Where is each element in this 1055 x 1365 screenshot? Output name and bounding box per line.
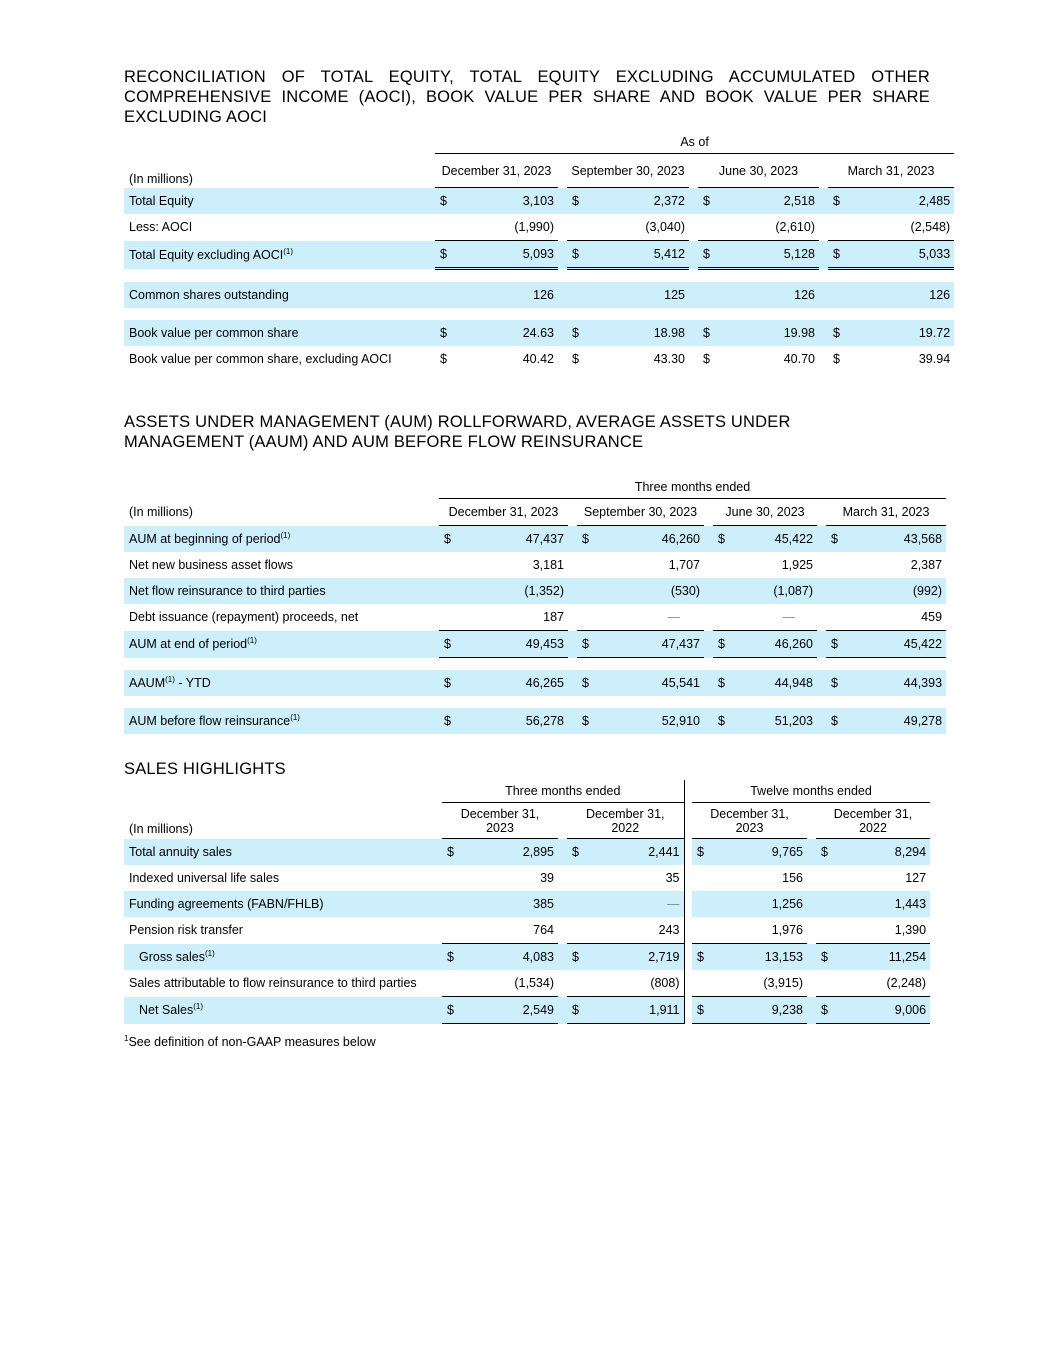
sales-col-header: December 31, 2023	[692, 803, 807, 839]
cell-value: 385	[464, 891, 558, 917]
cell-value: 46,260	[735, 631, 817, 658]
table-row	[124, 997, 930, 1024]
row-label: Book value per common share, excluding AOCI	[129, 352, 392, 366]
cell-value: (992)	[848, 578, 946, 604]
cell-value: 125	[589, 282, 689, 308]
cell-value: 39	[540, 871, 554, 885]
cell-value: 44,948	[735, 670, 817, 696]
table-row	[124, 526, 946, 553]
currency-symbol	[567, 282, 589, 308]
currency-symbol	[439, 578, 461, 604]
cell-value: 9,765	[714, 839, 807, 866]
row-label: Net Sales$^{(1)}$	[124, 997, 442, 1024]
aum-section-title: ASSETS UNDER MANAGEMENT (AUM) ROLLFORWARD, AVERAGE ASSETS UNDER MANAGEMENT (AAUM) AND AUM BEFORE FLOW REINSURANCE	[124, 413, 791, 451]
cell-value: —	[599, 604, 704, 631]
currency-symbol: $	[833, 352, 840, 366]
cell-value: 19.98	[720, 320, 819, 346]
row-label: Total Equity excluding AOCI$^{(1)}$	[124, 241, 435, 269]
currency-symbol	[577, 578, 599, 604]
cell-value: 9,238	[714, 997, 807, 1024]
footnote-marker: (1)	[193, 1001, 203, 1011]
footnote-marker: 1	[124, 1033, 129, 1043]
cell-value: (1,087)	[735, 578, 817, 604]
sales-group-header-twelve-months: Twelve months ended	[692, 780, 930, 803]
currency-symbol	[816, 917, 838, 944]
table-row	[124, 970, 930, 997]
currency-symbol	[816, 970, 838, 997]
cell-value: 13,153	[714, 944, 807, 971]
cell-value: 39.94	[918, 352, 951, 366]
cell-value: 46,260	[599, 526, 704, 553]
currency-symbol: $	[567, 839, 589, 866]
cell-value: 2,372	[589, 188, 689, 215]
sales-units-label: (In millions)	[129, 821, 193, 836]
currency-symbol	[577, 552, 599, 578]
currency-symbol: $	[567, 944, 589, 971]
cell-value: (2,548)	[850, 214, 954, 241]
row-label: Funding agreements (FABN/FHLB)	[124, 891, 442, 917]
cell-value: 11,254	[838, 944, 930, 971]
row-label: Net flow reinsurance to third parties	[124, 578, 439, 604]
footnote-marker: (1)	[290, 712, 300, 722]
currency-symbol: $	[567, 241, 589, 269]
footnote-marker: (1)	[247, 635, 257, 645]
currency-symbol	[567, 970, 589, 997]
currency-symbol: $	[567, 188, 589, 215]
cell-value: 2,518	[720, 188, 819, 215]
currency-symbol: $	[435, 320, 457, 346]
cell-value: 5,128	[720, 241, 819, 269]
cell-value: —	[589, 891, 684, 917]
table-row	[124, 604, 946, 631]
currency-symbol	[692, 917, 714, 944]
currency-symbol: $	[572, 352, 579, 366]
cell-value: 51,203	[735, 708, 817, 734]
row-label: AAUM$^{(1)}$ - YTD	[124, 670, 439, 696]
currency-symbol: $	[826, 670, 848, 696]
cell-value: 46,265	[461, 670, 568, 696]
cell-value: (808)	[589, 970, 684, 997]
table-row	[124, 670, 946, 696]
currency-symbol: $	[435, 241, 457, 269]
row-label: Less: AOCI	[129, 220, 193, 235]
footnote-text: See definition of non-GAAP measures below	[128, 1035, 376, 1049]
cell-value: 187	[461, 604, 568, 631]
sales-col-header: December 31, 2022	[816, 803, 930, 839]
table-row	[124, 631, 946, 658]
cell-value: 764	[464, 917, 558, 944]
equity-table	[124, 131, 954, 372]
cell-value: 126	[720, 282, 819, 308]
currency-symbol	[713, 604, 735, 631]
currency-symbol: $	[442, 944, 464, 971]
currency-symbol: $	[698, 241, 720, 269]
table-row	[124, 214, 954, 241]
cell-value: 2,549	[464, 997, 558, 1024]
currency-symbol: $	[439, 670, 461, 696]
row-label: Net new business asset flows	[129, 558, 293, 572]
currency-symbol: $	[439, 631, 461, 658]
currency-symbol	[692, 891, 714, 917]
cell-value: 1,976	[714, 917, 807, 944]
currency-symbol	[816, 891, 838, 917]
equity-col-header: June 30, 2023	[698, 154, 819, 188]
row-label: Sales attributable to flow reinsurance to third parties	[129, 976, 417, 991]
row-label: Debt issuance (repayment) proceeds, net	[129, 610, 359, 625]
currency-symbol	[442, 865, 464, 891]
table-row	[124, 917, 930, 944]
currency-symbol	[826, 552, 848, 578]
cell-value: 49,453	[461, 631, 568, 658]
currency-symbol: $	[698, 320, 720, 346]
cell-value: (530)	[599, 578, 704, 604]
currency-symbol	[826, 604, 848, 631]
currency-symbol	[713, 578, 735, 604]
cell-value: 2,485	[850, 188, 954, 215]
currency-symbol: $	[692, 839, 714, 866]
cell-value: 126	[850, 282, 954, 308]
equity-group-header: As of	[435, 131, 954, 154]
table-row	[124, 282, 954, 308]
row-label: Gross sales$^{(1)}$	[124, 944, 442, 971]
currency-symbol: $	[567, 320, 589, 346]
aum-col-header: September 30, 2023	[577, 499, 704, 526]
currency-symbol: $	[816, 839, 838, 866]
row-label: Pension risk transfer	[129, 923, 243, 938]
cell-value: 243	[589, 917, 684, 944]
currency-symbol	[439, 604, 461, 631]
currency-symbol: $	[826, 631, 848, 658]
cell-value: 8,294	[838, 839, 930, 866]
cell-value: 2,441	[589, 839, 684, 866]
cell-value: 43,568	[848, 526, 946, 553]
cell-value: 19.72	[850, 320, 954, 346]
row-label: Common shares outstanding	[124, 282, 435, 308]
currency-symbol: $	[816, 944, 838, 971]
row-label: AUM before flow reinsurance$^{(1)}$	[124, 708, 439, 734]
currency-symbol: $	[692, 944, 714, 971]
cell-value: 2,719	[589, 944, 684, 971]
currency-symbol	[567, 865, 589, 891]
currency-symbol: $	[828, 320, 850, 346]
currency-symbol: $	[826, 708, 848, 734]
currency-symbol: $	[713, 670, 735, 696]
cell-value: 1,443	[838, 891, 930, 917]
cell-value: 18.98	[589, 320, 689, 346]
cell-value: 49,278	[848, 708, 946, 734]
cell-value: 9,006	[838, 997, 930, 1024]
currency-symbol	[692, 970, 714, 997]
cell-value: 459	[848, 604, 946, 631]
row-label: Total Equity	[124, 188, 435, 215]
aum-col-header: March 31, 2023	[826, 499, 946, 526]
table-row	[124, 578, 946, 604]
cell-value: 1,925	[781, 558, 813, 572]
currency-symbol	[692, 865, 714, 891]
table-row	[124, 552, 946, 578]
currency-symbol	[567, 214, 589, 241]
cell-value: (1,990)	[457, 214, 558, 241]
cell-value: 24.63	[457, 320, 558, 346]
sales-section-title: SALES HIGHLIGHTS	[124, 760, 286, 778]
table-row	[124, 320, 954, 346]
currency-symbol: $	[442, 839, 464, 866]
currency-symbol: $	[692, 997, 714, 1024]
row-label: AUM at beginning of period$^{(1)}$	[124, 526, 439, 553]
currency-symbol	[713, 552, 735, 578]
currency-symbol: $	[567, 997, 589, 1024]
table-row	[124, 891, 930, 917]
currency-symbol	[435, 282, 457, 308]
equity-col-header: December 31, 2023	[435, 154, 558, 188]
cell-value: (3,915)	[714, 970, 807, 997]
aum-units-label: (In millions)	[129, 505, 193, 519]
cell-value: 47,437	[599, 631, 704, 658]
currency-symbol: $	[435, 188, 457, 215]
cell-value: 1,390	[838, 917, 930, 944]
equity-section-title: RECONCILIATION OF TOTAL EQUITY, TOTAL EQUITY EXCLUDING ACCUMULATED OTHER COMPREHENSIVE INCOME (AOCI), BOOK VALUE PER SHARE AND BOOK VALUE PER SHARE EXCLUDING AOCI	[124, 68, 930, 126]
currency-symbol: $	[713, 631, 735, 658]
cell-value: (2,248)	[838, 970, 930, 997]
footnote-marker: (1)	[205, 948, 215, 958]
cell-value: (3,040)	[589, 214, 689, 241]
currency-symbol	[439, 552, 461, 578]
currency-symbol	[567, 891, 589, 917]
cell-value: 44,393	[848, 670, 946, 696]
cell-value: (1,352)	[461, 578, 568, 604]
currency-symbol: $	[828, 188, 850, 215]
table-row	[124, 346, 954, 372]
currency-symbol	[698, 282, 720, 308]
currency-symbol	[826, 578, 848, 604]
currency-symbol: $	[713, 708, 735, 734]
table-row	[124, 241, 954, 269]
footnote-marker: (1)	[280, 530, 291, 540]
cell-value: 156	[782, 871, 803, 885]
row-label: Indexed universal life sales	[129, 871, 280, 885]
cell-value: 1,256	[714, 891, 807, 917]
currency-symbol: $	[698, 188, 720, 215]
cell-value: 43.30	[653, 352, 685, 366]
footnote	[124, 1035, 376, 1049]
cell-value: 56,278	[461, 708, 568, 734]
currency-symbol	[442, 891, 464, 917]
cell-value: 45,422	[735, 526, 817, 553]
aum-col-header: June 30, 2023	[713, 499, 817, 526]
cell-value: (2,610)	[720, 214, 819, 241]
currency-symbol: $	[826, 526, 848, 553]
currency-symbol: $	[828, 241, 850, 269]
row-label: Total annuity sales	[124, 839, 442, 866]
currency-symbol	[435, 214, 457, 241]
cell-value: 3,181	[532, 558, 564, 572]
cell-value: 127	[905, 871, 927, 885]
currency-symbol: $	[440, 352, 447, 366]
cell-value: 35	[665, 871, 680, 885]
cell-value: 45,541	[599, 670, 704, 696]
aum-col-header: December 31, 2023	[439, 499, 568, 526]
currency-symbol: $	[577, 708, 599, 734]
currency-symbol	[442, 970, 464, 997]
cell-value: (1,534)	[464, 970, 558, 997]
sales-col-header: December 31, 2022	[567, 803, 684, 839]
currency-symbol: $	[816, 997, 838, 1024]
cell-value: 5,093	[457, 241, 558, 269]
currency-symbol: $	[577, 526, 599, 553]
table-row	[124, 188, 954, 215]
sales-col-header: December 31, 2023	[442, 803, 558, 839]
currency-symbol: $	[713, 526, 735, 553]
equity-units-label: (In millions)	[129, 171, 193, 186]
equity-col-header: September 30, 2023	[567, 154, 689, 188]
sales-table	[124, 780, 930, 1024]
table-row	[124, 839, 930, 866]
currency-symbol	[567, 917, 589, 944]
cell-value: 45,422	[848, 631, 946, 658]
table-row	[124, 865, 930, 891]
cell-value: 5,412	[589, 241, 689, 269]
currency-symbol: $	[577, 631, 599, 658]
currency-symbol	[828, 282, 850, 308]
row-label: Book value per common share	[124, 320, 435, 346]
cell-value: 1,911	[589, 997, 684, 1024]
cell-value: 3,103	[457, 188, 558, 215]
table-row	[124, 944, 930, 971]
cell-value: 52,910	[599, 708, 704, 734]
cell-value: 4,083	[464, 944, 558, 971]
currency-symbol	[698, 214, 720, 241]
currency-symbol: $	[577, 670, 599, 696]
footnote-marker: (1)	[165, 674, 175, 684]
currency-symbol: $	[439, 526, 461, 553]
cell-value: 40.42	[522, 352, 554, 366]
cell-value: 5,033	[850, 241, 954, 269]
currency-symbol: $	[703, 352, 710, 366]
row-label: AUM at end of period$^{(1)}$	[124, 631, 439, 658]
cell-value: 1,707	[668, 558, 700, 572]
table-row	[124, 708, 946, 734]
footnote-marker: (1)	[283, 246, 294, 256]
sales-group-header-three-months: Three months ended	[442, 780, 684, 803]
cell-value: 126	[457, 282, 558, 308]
currency-symbol: $	[439, 708, 461, 734]
cell-value: 2,895	[464, 839, 558, 866]
currency-symbol	[577, 604, 599, 631]
currency-symbol: $	[442, 997, 464, 1024]
currency-symbol	[816, 865, 838, 891]
currency-symbol	[442, 917, 464, 944]
cell-value: —	[735, 604, 817, 631]
aum-table	[124, 476, 946, 734]
cell-value: 2,387	[910, 558, 943, 572]
cell-value: 47,437	[461, 526, 568, 553]
currency-symbol	[828, 214, 850, 241]
cell-value: 40.70	[783, 352, 815, 366]
equity-col-header: March 31, 2023	[828, 154, 954, 188]
aum-group-header: Three months ended	[439, 476, 946, 499]
